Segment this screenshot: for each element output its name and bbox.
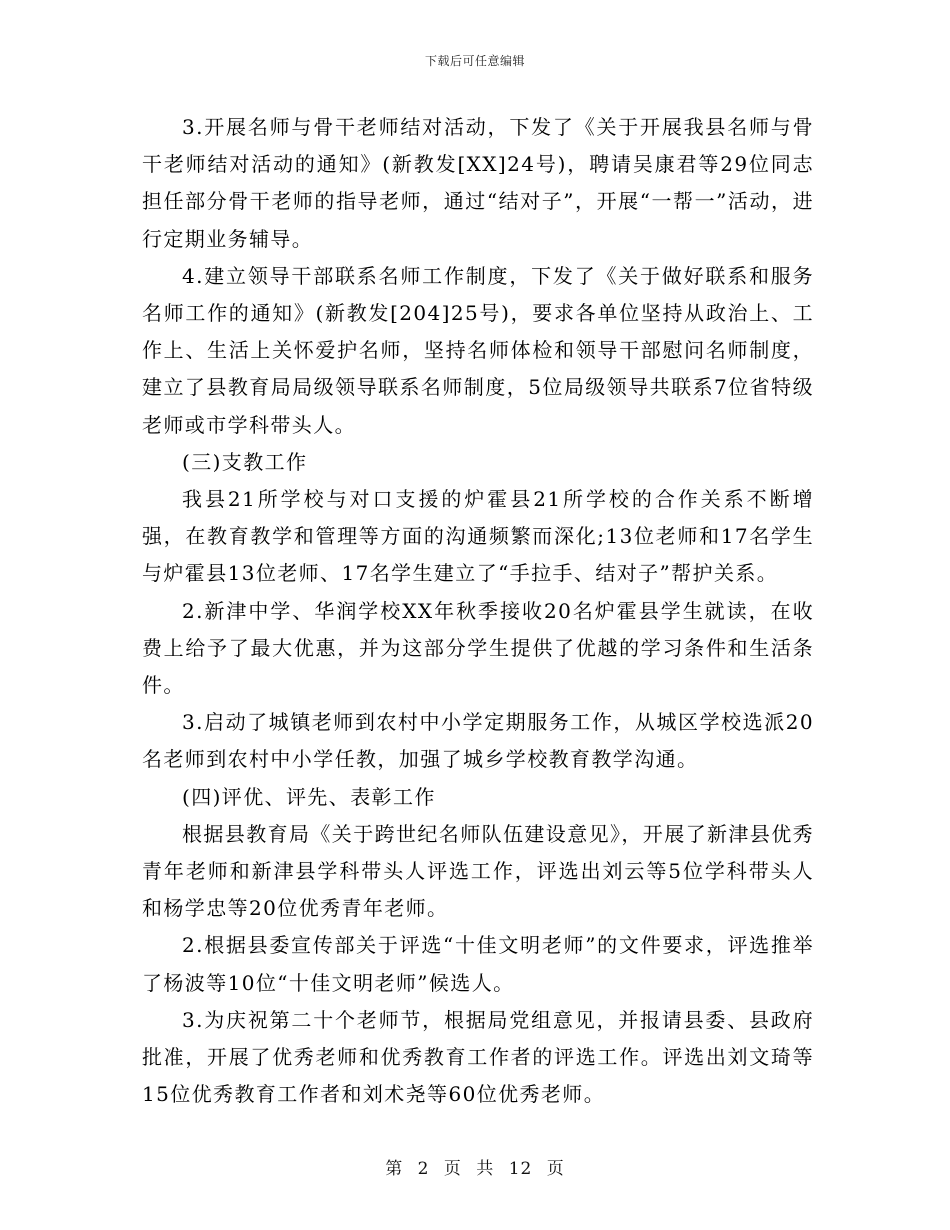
footer-page-word: 页: [443, 1159, 462, 1179]
page-footer: [0, 1154, 950, 1179]
paragraph-teachers-day: 3.为庆祝第二十个老师节，根据局党组意见，并报请县委、县政府批准，开展了优秀老师和优秀教育工作者的评选工作。评选出刘文琦等15位优秀教育工作者和刘术尧等60位优秀老师。: [142, 1007, 814, 1107]
current-page-number: 2: [417, 1159, 430, 1179]
paragraph-leader-contact: 4.建立领导干部联系名师工作制度，下发了《关于做好联系和服务名师工作的通知》(新教发[204]25号)，要求各单位坚持从政治上、工作上、生活上关怀爱护名师，坚持名师体检和领导干部慰问名师制度，建立了县教育局局级领导联系名师制度，5位局级领导共联系7位省特级老师或市学科带头人。: [142, 263, 814, 437]
paragraph-student-enrollment: 2.新津中学、华润学校XX年秋季接收20名炉霍县学生就读，在收费上给予了最大优惠，并为这部分学生提供了优越的学习条件和生活条件。: [142, 598, 814, 698]
footer-suffix: 页: [546, 1159, 565, 1179]
total-page-count: 12: [508, 1159, 533, 1179]
paragraph-civilized-teacher: 2.根据县委宣传部关于评选“十佳文明老师”的文件要求，评选推举了杨波等10位“十佳文明老师”候选人。: [142, 933, 814, 995]
document-body: [142, 109, 814, 1113]
footer-prefix: 第: [385, 1159, 404, 1179]
paragraph-rural-service: 3.启动了城镇老师到农村中小学定期服务工作，从城区学校选派20名老师到农村中小学任教，加强了城乡学校教育教学沟通。: [142, 710, 814, 772]
footer-total-word: 共: [476, 1159, 495, 1179]
paragraph-mentor-pairing: 3.开展名师与骨干老师结对活动，下发了《关于开展我县名师与骨干老师结对活动的通知》(新教发[XX]24号)，聘请吴康君等29位同志担任部分骨干老师的指导老师，通过“结对子”，开展“一帮一”活动，进行定期业务辅导。: [142, 115, 814, 251]
section-heading-awards: (四)评优、评先、表彰工作: [182, 784, 436, 809]
header-note: 下载后可任意编辑: [424, 54, 525, 68]
section-heading-support-teaching: (三)支教工作: [182, 449, 308, 474]
paragraph-teacher-selection: 根据县教育局《关于跨世纪名师队伍建设意见》，开展了新津县优秀青年老师和新津县学科带头人评选工作，评选出刘云等5位学科带头人和杨学忠等20位优秀青年老师。: [142, 821, 814, 921]
paragraph-school-partnership: 我县21所学校与对口支援的炉霍县21所学校的合作关系不断增强，在教育教学和管理等方面的沟通频繁而深化;13位老师和17名学生与炉霍县13位老师、17名学生建立了“手拉手、结对子”帮护关系。: [142, 487, 814, 586]
